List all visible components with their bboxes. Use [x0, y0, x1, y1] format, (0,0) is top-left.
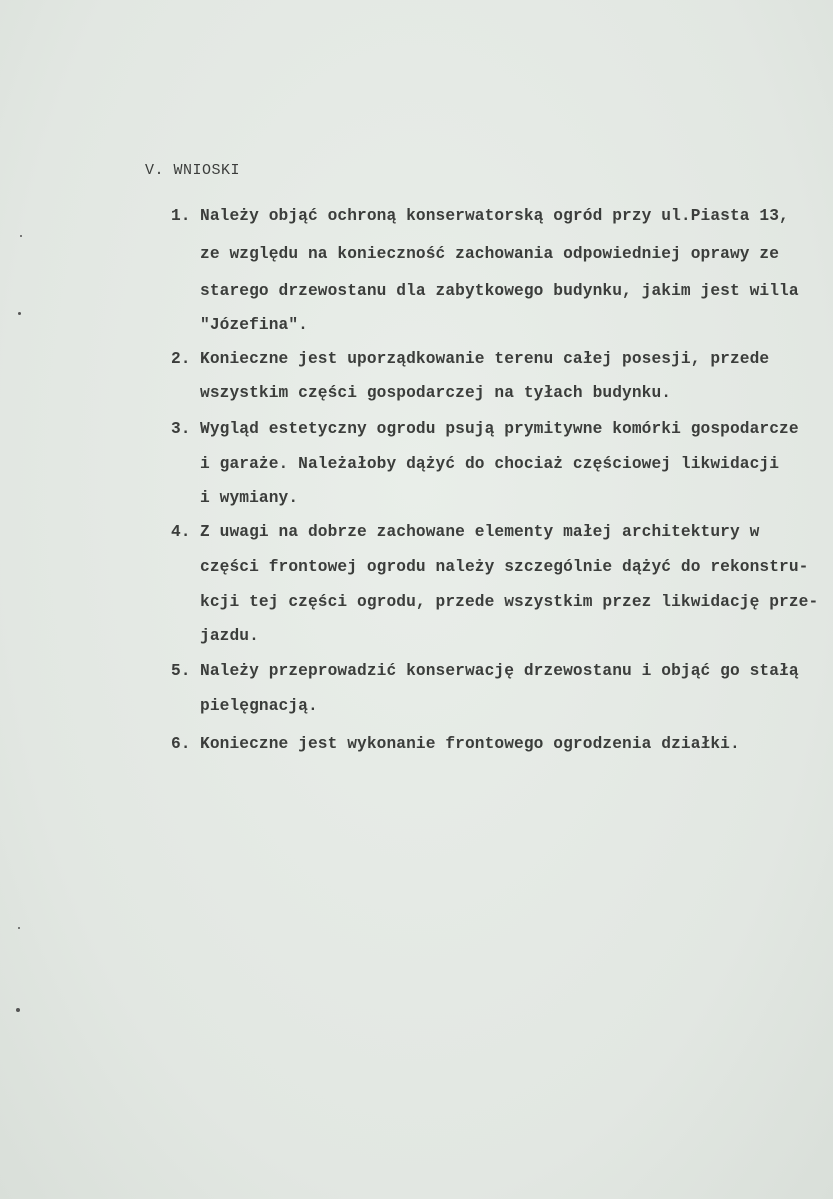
item-text-line: Należy przeprowadzić konserwację drzewostanu i objąć go stałą [200, 662, 799, 680]
item-text-line: części frontowej ogrodu należy szczególnie dążyć do rekonstru- [200, 558, 809, 576]
item-text-line: starego drzewostanu dla zabytkowego budynku, jakim jest willa [200, 282, 799, 300]
item-text-line: jazdu. [200, 627, 259, 645]
item-text-line: ze względu na konieczność zachowania odpowiedniej oprawy ze [200, 245, 780, 263]
item-number: 1. [171, 207, 191, 225]
punch-mark [16, 1008, 20, 1012]
item-text-line: wszystkim części gospodarczej na tyłach budynku. [200, 384, 672, 402]
item-text-line: Konieczne jest wykonanie frontowego ogrodzenia działki. [200, 735, 740, 753]
item-text-line: i garaże. Należałoby dążyć do chociaż częściowej likwidacji [200, 455, 780, 473]
item-text-line: Należy objąć ochroną konserwatorską ogród przy ul.Piasta 13, [200, 207, 789, 225]
item-text-line: i wymiany. [200, 489, 299, 507]
item-text-line: Z uwagi na dobrze zachowane elementy małej architektury w [200, 523, 760, 541]
item-number: 3. [171, 420, 191, 438]
item-text-line: Konieczne jest uporządkowanie terenu całej posesji, przede [200, 350, 770, 368]
item-number: 2. [171, 350, 191, 368]
item-text-line: pielęgnacją. [200, 697, 318, 715]
section-title: V. WNIOSKI [145, 162, 241, 179]
punch-mark [18, 312, 21, 315]
item-number: 4. [171, 523, 191, 541]
item-text-line: Wygląd estetyczny ogrodu psują prymitywne komórki gospodarcze [200, 420, 799, 438]
item-number: 5. [171, 662, 191, 680]
item-text-line: "Józefina". [200, 316, 308, 334]
item-text-line: kcji tej części ogrodu, przede wszystkim przez likwidację prze- [200, 593, 819, 611]
item-number: 6. [171, 735, 191, 753]
punch-mark [18, 927, 20, 929]
punch-mark [20, 235, 22, 237]
